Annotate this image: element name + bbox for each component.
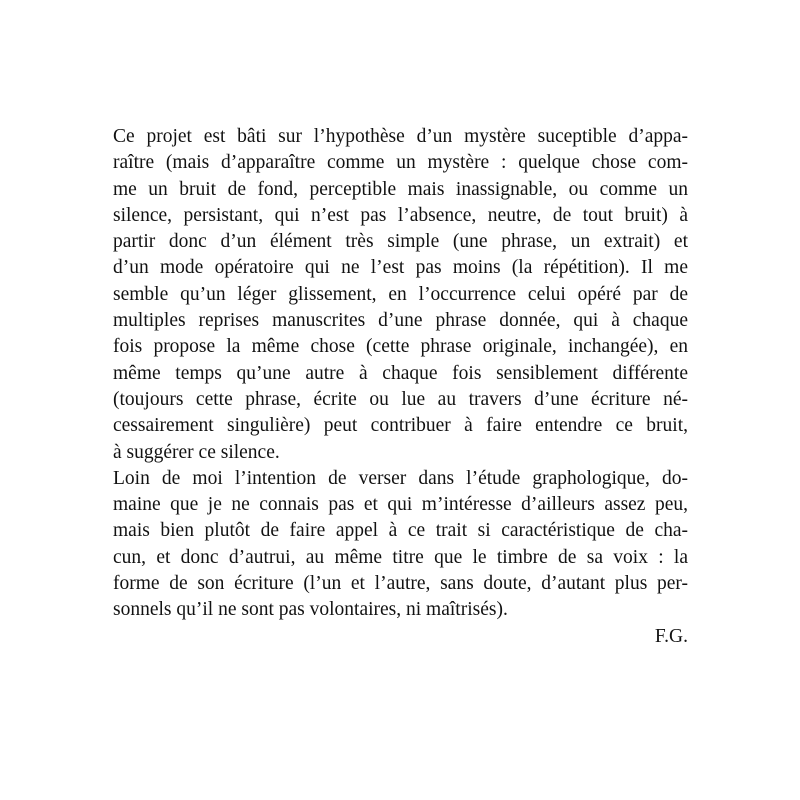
text-line: (toujours cette phrase, écrite ou lue au travers d’une écriture né- bbox=[113, 388, 688, 410]
text-line: à suggérer ce silence. bbox=[113, 441, 280, 463]
text-line: me un bruit de fond, perceptible mais inassignable, ou comme un bbox=[113, 178, 688, 200]
text-line: forme de son écriture (l’un et l’autre, sans doute, d’autant plus per- bbox=[113, 573, 688, 595]
text-line: Ce projet est bâti sur l’hypothèse d’un mystère suceptible d’appa- bbox=[113, 126, 688, 147]
paragraph-1 bbox=[113, 124, 688, 466]
text-line: raître (mais d’apparaître comme un mystère : quelque chose com- bbox=[113, 152, 688, 174]
signature: F.G. bbox=[654, 625, 688, 647]
text-line: multiples reprises manuscrites d’une phrase donnée, qui à chaque bbox=[113, 310, 688, 332]
text-line: fois propose la même chose (cette phrase originale, inchangée), en bbox=[113, 336, 688, 358]
text-block bbox=[113, 124, 688, 650]
paragraph-2 bbox=[113, 466, 688, 624]
text-line: cun, et donc d’autrui, au même titre que le timbre de sa voix : la bbox=[113, 546, 688, 568]
text-line: Loin de moi l’intention de verser dans l’étude graphologique, do- bbox=[113, 467, 688, 489]
text-line: d’un mode opératoire qui ne l’est pas moins (la répétition). Il me bbox=[113, 257, 688, 279]
text-line: cessairement singulière) peut contribuer à faire entendre ce bruit, bbox=[113, 415, 688, 437]
text-line: sonnels qu’il ne sont pas volontaires, ni maîtrisés). bbox=[113, 599, 508, 621]
text-line: même temps qu’une autre à chaque fois sensiblement différente bbox=[113, 362, 688, 384]
text-line: mais bien plutôt de faire appel à ce trait si caractéristique de cha- bbox=[113, 520, 688, 542]
text-line: semble qu’un léger glissement, en l’occurrence celui opéré par de bbox=[113, 283, 688, 305]
text-line: maine que je ne connais pas et qui m’intéresse d’ailleurs assez peu, bbox=[113, 494, 688, 516]
text-line: silence, persistant, qui n’est pas l’absence, neutre, de tout bruit) à bbox=[113, 204, 688, 226]
text-line: partir donc d’un élément très simple (une phrase, un extrait) et bbox=[113, 231, 688, 253]
